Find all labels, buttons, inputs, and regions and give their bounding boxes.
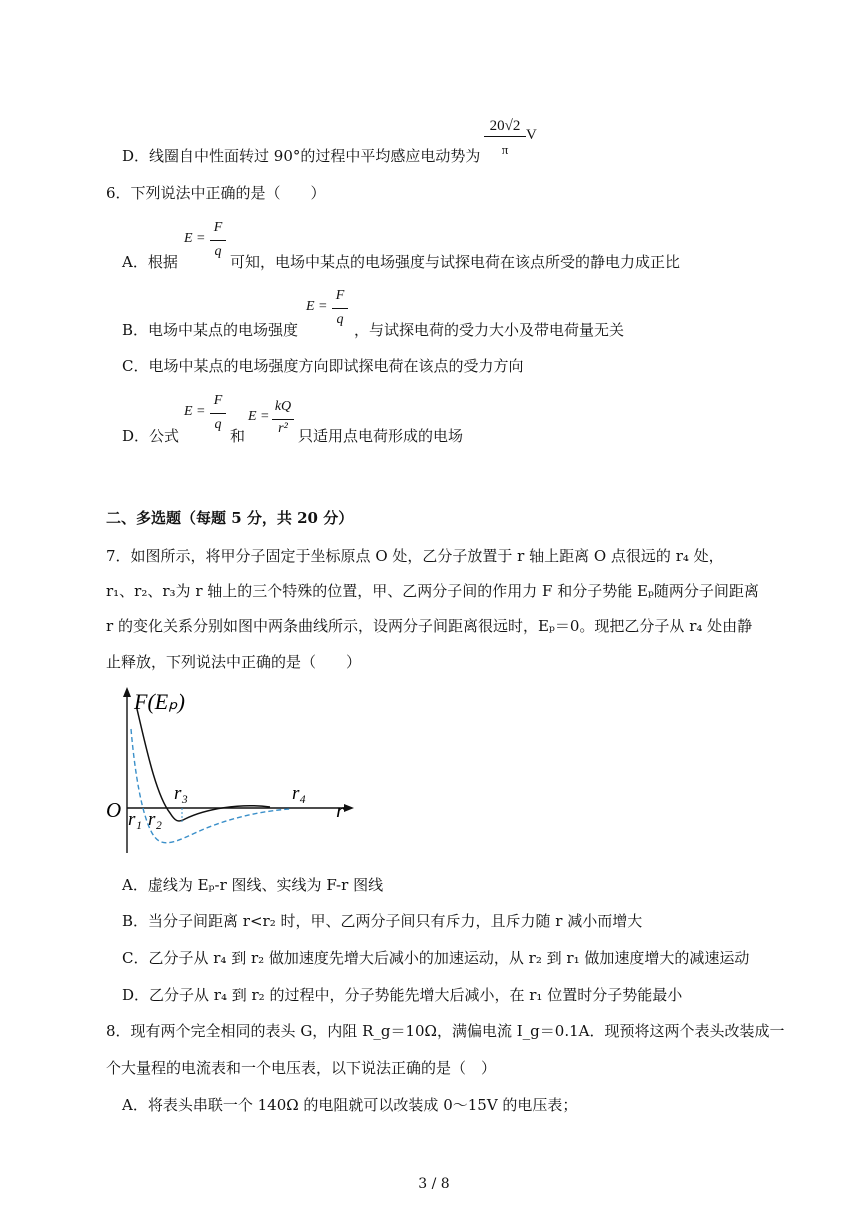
formula-lhs: E = [184,231,206,246]
q7-option-d: D．乙分子从 r₄ 到 r₂ 的过程中，分子势能先增大后减小，在 r₁ 位置时分子势能最小 [122,986,683,1004]
page-number: 3 / 8 [418,1176,450,1192]
q5-option-d-unit: V [526,127,537,143]
q7-option-b: B．当分子间距离 r<r₂ 时，甲、乙两分子间只有斥力，且斥力随 r 减小而增大 [122,912,643,930]
y-axis-arrow-icon [123,687,131,697]
y-axis-label: F(Eₚ) [134,689,185,714]
q6-option-a-prefix: A．根据 [122,253,178,271]
force-energy-graph [100,685,360,860]
fraction-numerator: F [335,288,345,303]
solid-curve [137,709,270,821]
formula-lhs: E = [184,404,206,419]
fraction-bar [484,136,526,137]
fraction-denominator: q [214,244,222,259]
q6-stem: 6．下列说法中正确的是（ ） [106,184,326,202]
formula-lhs: E = [248,409,270,424]
origin-label: O [106,798,122,822]
r2-label: r₂ [148,809,162,830]
fraction-denominator: q [214,417,222,432]
q5-option-d-fraction [484,118,526,158]
formula-e-f-q [210,393,226,439]
q6-option-d-prefix: D．公式 [122,427,180,445]
fraction-bar [210,240,226,241]
q6-option-c: C．电场中某点的电场强度方向即试探电荷在该点的受力方向 [122,357,524,375]
q6-option-a-suffix: 可知，电场中某点的电场强度与试探电荷在该点所受的静电力成正比 [230,253,681,271]
formula-e-kq-r2 [272,399,294,445]
q8-line-2: 个大量程的电流表和一个电压表，以下说法正确的是（ ） [106,1059,497,1077]
q6-option-d-and: 和 [230,427,246,445]
q8-option-a: A．将表头串联一个 140Ω 的电阻就可以改装成 0～15V 的电压表； [122,1096,578,1114]
fraction-bar [272,419,294,420]
x-axis-arrow-icon [344,804,354,812]
q7-option-c: C．乙分子从 r₄ 到 r₂ 做加速度先增大后减小的加速运动，从 r₂ 到 r₁ 做加速度增大的减速运动 [122,949,750,967]
fraction-denominator: r² [278,421,288,436]
fraction-denominator: q [336,312,344,327]
fraction-numerator: F [213,393,223,408]
fraction-denominator: π [501,142,509,157]
q7-line-3: r 的变化关系分别如图中两条曲线所示，设两分子间距离很远时，Eₚ＝0。现把乙分子从 r₄ 处由静 [106,617,753,635]
fraction-numerator: 20√2 [489,118,521,134]
q5-option-d [122,145,480,166]
q5-option-d-text: D．线圈自中性面转过 90°的过程中平均感应电动势为 [122,147,481,165]
r3-label: r₃ [174,783,188,804]
q6-option-d-suffix: 只适用点电荷形成的电场 [298,427,464,445]
q6-option-b-suffix: ，与试探电荷的受力大小及带电荷量无关 [354,321,625,339]
section-heading: 二、多选题（每题 5 分，共 20 分） [106,509,354,527]
formula-lhs: E = [306,299,328,314]
q7-line-2: r₁、r₂、r₃为 r 轴上的三个特殊的位置，甲、乙两分子间的作用力 F 和分子势能 Eₚ随两分子间距离 [106,582,759,600]
fraction-bar [332,308,348,309]
q7-line-1: 7．如图所示，将甲分子固定于坐标原点 O 处，乙分子放置于 r 轴上距离 O 点很远的 r₄ 处， [106,547,724,565]
fraction-numerator: kQ [274,399,292,414]
q7-option-a: A．虚线为 Eₚ-r 图线、实线为 F-r 图线 [122,876,384,894]
formula-e-f-q [332,288,348,334]
r1-label: r₁ [128,809,142,830]
q8-line-1: 8．现有两个完全相同的表头 G，内阻 R_g＝10Ω，满偏电流 I_g＝0.1A．现预将这两个表头改装成一 [106,1022,785,1040]
x-axis-label: r [336,798,345,822]
fraction-bar [210,413,226,414]
fraction-numerator: F [213,220,223,235]
r4-label: r₄ [292,783,306,804]
formula-e-f-q [210,220,226,266]
q6-option-b-prefix: B．电场中某点的电场强度 [122,321,299,339]
q7-line-4: 止释放，下列说法中正确的是（ ） [106,653,362,671]
